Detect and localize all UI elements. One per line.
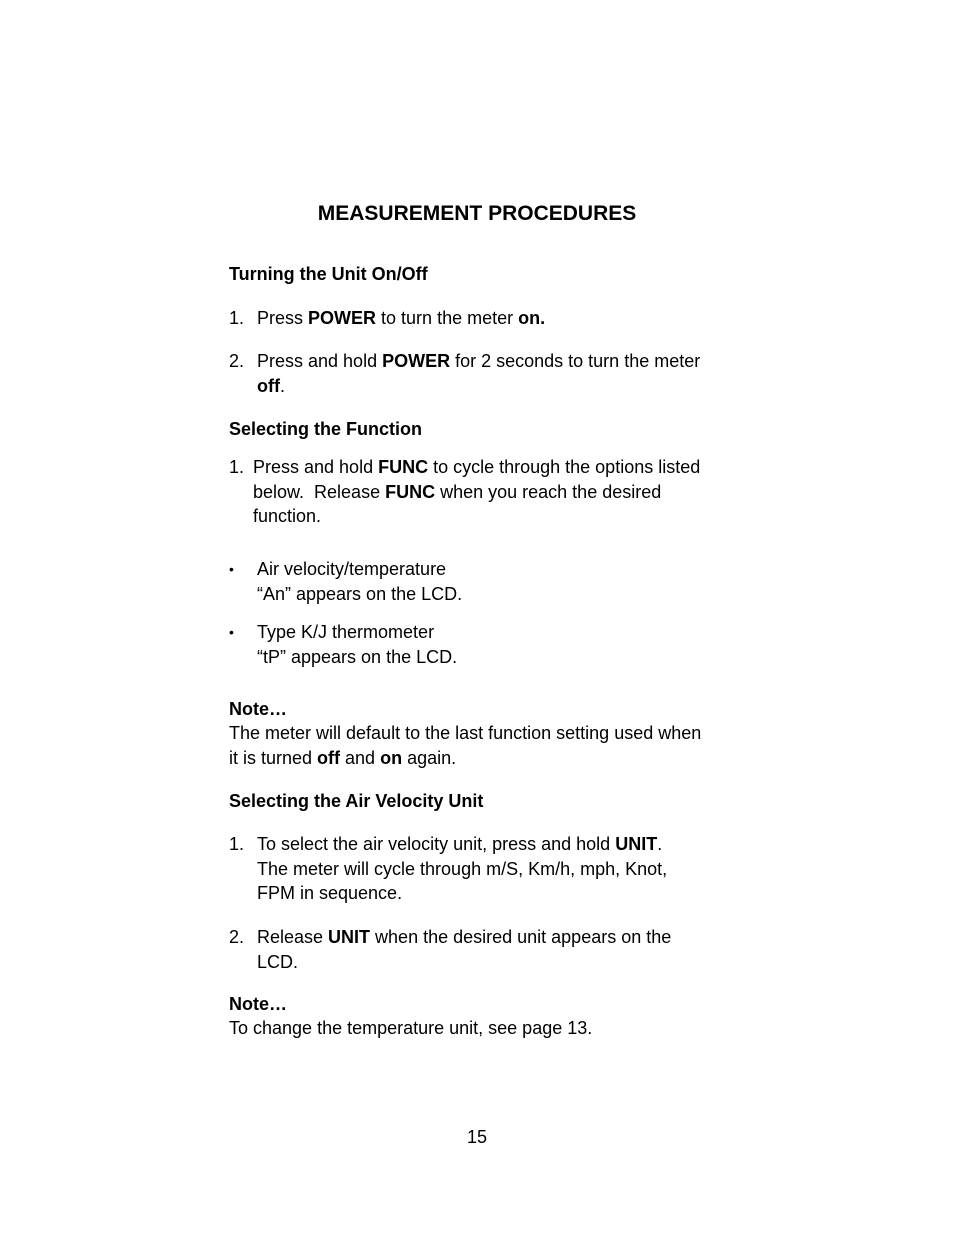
bold-text: FUNC [385, 481, 436, 502]
list-item-unit-select [257, 832, 727, 906]
list-item-func [253, 455, 728, 529]
line: “An” appears on the LCD. [257, 583, 463, 604]
list-number: 2. [229, 351, 245, 371]
text: Press and hold [253, 457, 379, 477]
line [257, 349, 727, 374]
text: when you reach the desired [435, 481, 662, 502]
line [257, 925, 727, 950]
bold-text: POWER [308, 308, 377, 328]
text: to turn the meter [376, 308, 519, 328]
bullet-item-thermometer [257, 620, 727, 669]
list-number: 1. [229, 308, 245, 328]
line: Type K/J thermometer [257, 622, 435, 642]
text: below. Release [253, 481, 386, 502]
bold-text: UNIT [328, 927, 371, 947]
text: to cycle through the options listed [428, 457, 701, 477]
text: To select the air velocity unit, press and hold [257, 834, 616, 854]
text: it is turned [229, 747, 318, 768]
line: “tP” appears on the LCD. [257, 646, 458, 667]
section-heading-air-velocity-unit: Selecting the Air Velocity Unit [229, 791, 484, 811]
text: again. [402, 747, 457, 768]
line [253, 455, 728, 480]
bold-text: off [317, 747, 341, 768]
list-number: 1. [229, 834, 245, 854]
list-item-unit-release [257, 925, 727, 974]
line: The meter will cycle through m/S, Km/h, mph, Knot, [257, 858, 668, 879]
list-number: 1. [229, 457, 245, 477]
bullet-icon: • [229, 561, 234, 577]
text: when the desired unit appears on the [370, 927, 672, 947]
line: The meter will default to the last function setting used when [229, 723, 702, 743]
text: . [279, 375, 285, 396]
section-heading-function: Selecting the Function [229, 419, 423, 439]
bullet-icon: • [229, 624, 234, 640]
text: Press [257, 308, 309, 328]
line [229, 746, 729, 771]
note-text: To change the temperature unit, see page 13. [229, 1018, 593, 1038]
section-heading-on-off: Turning the Unit On/Off [229, 264, 428, 284]
line: FPM in sequence. [257, 883, 403, 903]
line: function. [253, 506, 322, 526]
text: Release [257, 927, 329, 947]
text: . [657, 834, 663, 854]
bold-text: on. [518, 308, 546, 328]
text: Press and hold [257, 351, 383, 371]
list-item-power-off [257, 349, 727, 398]
bold-text: on [380, 747, 403, 768]
line: Air velocity/temperature [257, 559, 447, 579]
bold-text: off [257, 375, 280, 396]
bold-text: POWER [382, 351, 451, 371]
bullet-item-air-velocity [257, 557, 727, 606]
note-label: Note… [229, 699, 287, 719]
line: LCD. [257, 951, 299, 972]
bold-text: FUNC [378, 457, 429, 477]
text: and [340, 747, 381, 768]
page-number: 15 [466, 1127, 488, 1147]
list-item-power-on [257, 306, 727, 331]
text: for 2 seconds to turn the meter [450, 351, 701, 371]
bold-text: UNIT [615, 834, 658, 854]
line [253, 480, 728, 505]
line [257, 832, 727, 857]
note-label: Note… [229, 994, 287, 1014]
line [257, 374, 727, 399]
list-number: 2. [229, 927, 245, 947]
page-title: MEASUREMENT PROCEDURES [317, 202, 637, 225]
note-text [229, 721, 729, 770]
